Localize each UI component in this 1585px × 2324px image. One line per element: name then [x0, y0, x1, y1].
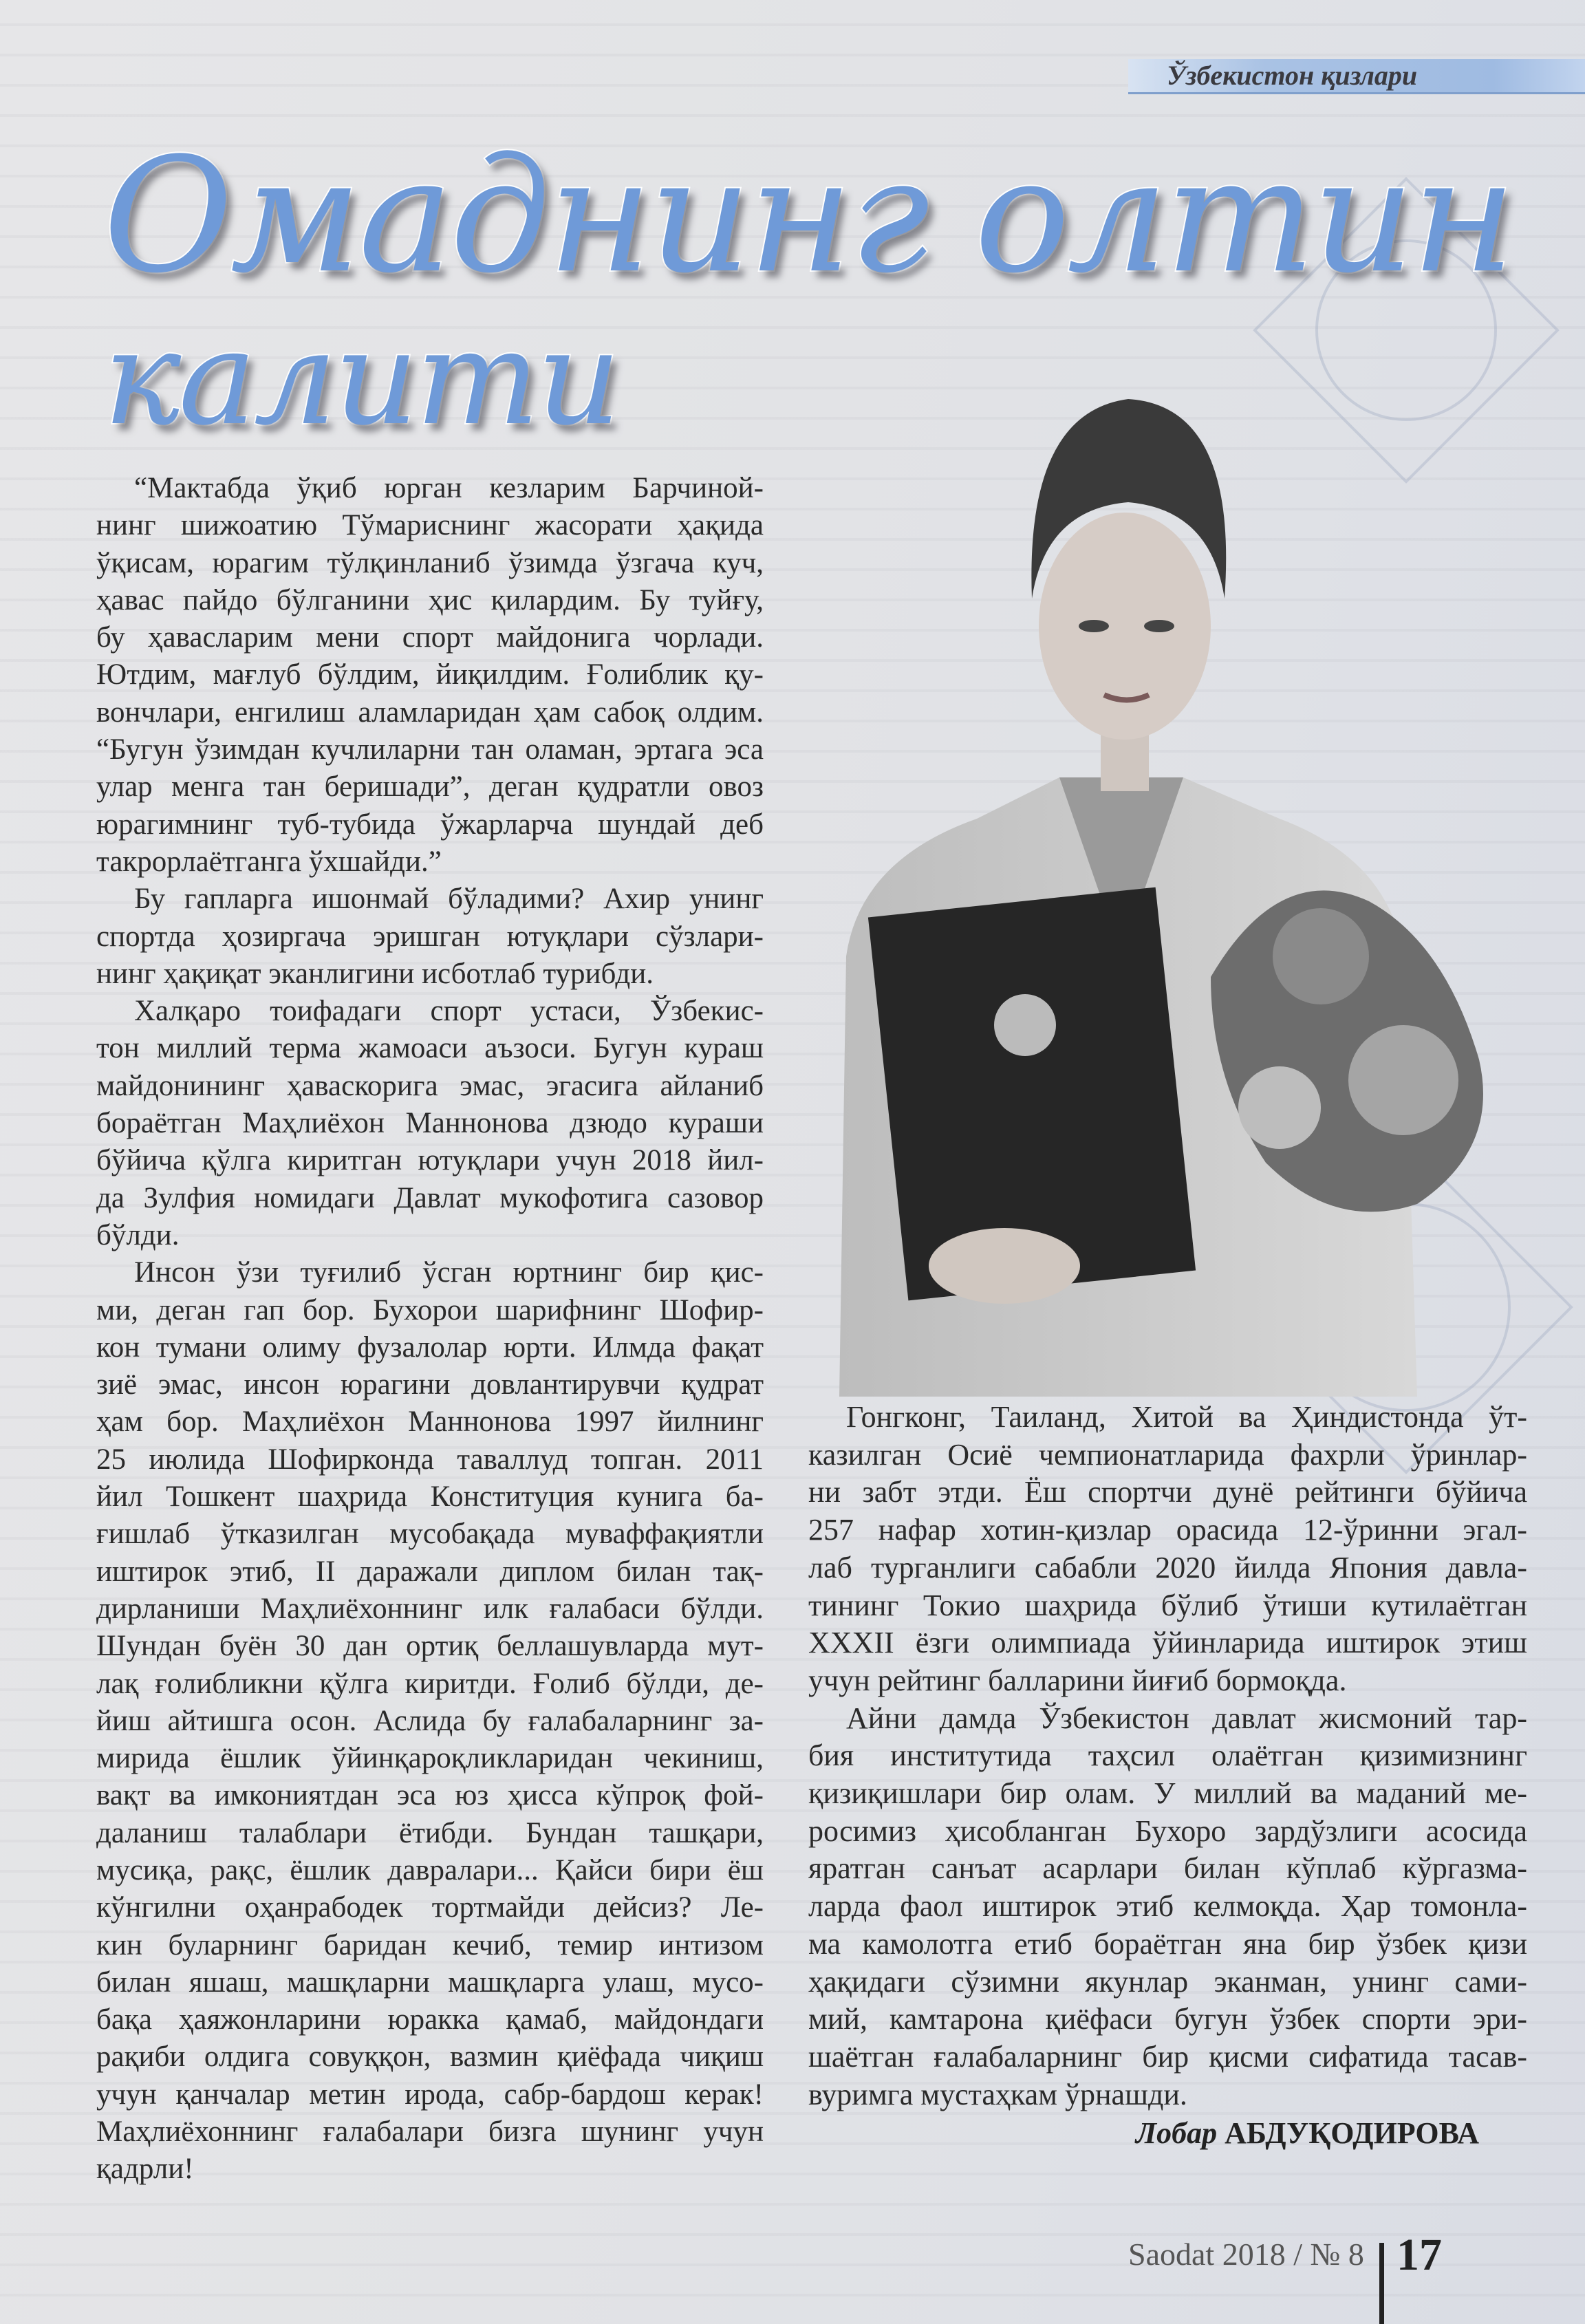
right-column: [808, 1399, 1527, 2113]
author-signature: [1136, 2116, 1479, 2151]
text-line: XXXII ёзги олимпиада ўйинларида иштирок этиш: [808, 1626, 1527, 1660]
text-line: учун рейтинг балларини йиғиб бормоқда.: [808, 1663, 1347, 1697]
text-line: ўқисам, юрагим тўлқинланиб ўзимда ўзгача куч,: [96, 546, 764, 579]
text-line: йил Тошкент шаҳрида Конституция кунига ба-: [96, 1481, 764, 1514]
text-line: яратган санъат асарлари билан кўплаб кўргазма-: [808, 1851, 1527, 1886]
text-line: тон миллий терма жамоаси аъзоси. Бугун кураш: [96, 1032, 764, 1065]
publication-info: Saodat 2018 / № 8: [1128, 2237, 1364, 2272]
text-line: даланиш талаблари ётибди. Бундан ташқари,: [96, 1816, 764, 1849]
text-line: “Мактабда ўқиб юрган кезларим Барчиной-: [134, 472, 764, 504]
text-line: ми, деган гап бор. Бухорои шарифнинг Шофир-: [96, 1293, 764, 1326]
footer-divider: [1379, 2243, 1384, 2324]
text-line: ҳам бор. Маҳлиёхон Маннонова 1997 йилнинг: [96, 1406, 764, 1439]
text-line: Инсон ўзи туғилиб ўсган юртнинг бир қис-: [134, 1256, 764, 1289]
text-line: лаб турганлиги сабабли 2020 йилда Япония давла-: [808, 1550, 1527, 1584]
text-line: билан яшаш, машқларни машқларга улаш, мусо-: [96, 1966, 764, 1999]
text-line: нинг шижоатию Тўмариснинг жасорати ҳақида: [96, 509, 764, 542]
text-line: мий, камтарона қиёфаси бугун ўзбек спорти эри-: [808, 2002, 1527, 2036]
text-line: 257 нафар хотин-қизлар орасида 12-ўринни эгал-: [808, 1513, 1527, 1547]
paragraph: [808, 1700, 1527, 2114]
portrait-photo: [798, 337, 1541, 1397]
text-line: бу ҳавасларим мени спорт майдонига чорлади.: [96, 621, 764, 654]
page-number: 17: [1397, 2230, 1442, 2280]
text-line: такрорлаётганга ўхшайди.”: [96, 845, 442, 878]
text-line: рақиби олдига совуққон, вазмин қиёфада чиқиш: [96, 2041, 764, 2074]
paragraph: [96, 993, 764, 1254]
paragraph: [808, 1399, 1527, 1700]
text-line: зиё эмас, инсон юрагини довлантирувчи қудрат: [96, 1368, 764, 1401]
paragraph: [96, 881, 764, 993]
text-line: учун қанчалар метин ирода, сабр-бардош керак!: [96, 2078, 764, 2111]
text-line: бақа ҳаяжонларини юракка қамаб, майдондаги: [96, 2003, 764, 2036]
text-line: ларда фаол иштирок этиб келмоқда. Ҳар томонла-: [808, 1889, 1527, 1924]
text-line: тининг Токио шаҳрида бўлиб ўтиши кутилаётган: [808, 1588, 1527, 1622]
section-title: Ўзбекистон қизлари: [1167, 60, 1418, 91]
text-line: бораётган Маҳлиёхон Маннонова дзюдо кураши: [96, 1107, 764, 1140]
text-line: да Зулфия номидаги Давлат мукофотига сазовор: [96, 1181, 764, 1214]
text-line: казилган Осиё чемпионатларида фахрли ўринлар-: [808, 1437, 1527, 1472]
author-last-name: АБДУҚОДИРОВА: [1225, 2116, 1479, 2150]
text-line: Ютдим, мағлуб бўлдим, йиқилдим. Ғолиблик қу-: [96, 658, 764, 691]
text-line: ҳавас пайдо бўлганини ҳис қилардим. Бу туйғу,: [96, 583, 764, 616]
left-column: [96, 470, 764, 2188]
text-line: вуримга мустаҳкам ўрнашди.: [808, 2077, 1187, 2111]
text-line: шаётган ғалабаларнинг бир қисми сифатида тасав-: [808, 2039, 1527, 2074]
paragraph: [96, 470, 764, 881]
text-line: Бу гапларга ишонмай бўладими? Ахир унинг: [134, 883, 764, 916]
text-line: кўнгилни оҳанрабодек тортмайди дейсиз? Ле-: [96, 1891, 764, 1924]
text-line: йиш айтишга осон. Аслида бу ғалабаларнинг за-: [96, 1704, 764, 1737]
text-line: ғишлаб ўтказилган мусобақада муваффақиятли: [96, 1518, 764, 1551]
text-line: майдонининг ҳаваскорига эмас, эгасига айланиб: [96, 1069, 764, 1102]
text-line: “Бугун ўзимдан кучлиларни тан оламан, эртага эса: [96, 733, 764, 766]
text-line: мусиқа, рақс, ёшлик давралари... Қайси бири ёш: [96, 1853, 764, 1886]
text-line: Маҳлиёхоннинг ғалабалари бизга шунинг учун: [96, 2116, 764, 2149]
text-line: 25 июлида Шофирконда таваллуд топган. 2011: [96, 1443, 764, 1476]
text-line: Гонгконг, Таиланд, Хитой ва Ҳиндистонда ўт-: [846, 1400, 1527, 1434]
text-line: иштирок этиб, II даражали диплом билан тақ-: [96, 1555, 764, 1588]
text-line: кон тумани олиму фузалолар юрти. Илмда фақат: [96, 1331, 764, 1364]
text-line: Халқаро тоифадаги спорт устаси, Ўзбекис-: [134, 995, 764, 1028]
text-line: бўйича қўлга киритган ютуқлари учун 2018 йил-: [96, 1144, 764, 1177]
text-line: қадрли!: [96, 2153, 194, 2186]
text-line: кин буларнинг баридан кечиб, темир интизом: [96, 1928, 764, 1961]
text-line: вақт ва имкониятдан эса юз ҳисса кўпроқ фой-: [96, 1779, 764, 1812]
text-line: росимиз ҳисобланган Бухоро зардўзлиги асосида: [808, 1814, 1527, 1848]
article-title-line-2: калити: [103, 302, 618, 454]
text-line: бия институтида таҳсил олаётган қизимизнинг: [808, 1739, 1527, 1773]
text-line: юрагимнинг туб-тубида ўжарларча шундай деб: [96, 808, 764, 841]
text-line: нинг ҳақиқат эканлигини исботлаб турибди.: [96, 957, 654, 990]
text-line: дирланиши Маҳлиёхоннинг илк ғалабаси бўлди.: [96, 1592, 764, 1625]
text-line: ма камолотга етиб бораётган яна бир ўзбек қизи: [808, 1926, 1527, 1961]
text-line: Шундан буён 30 дан ортиқ беллашувларда мут-: [96, 1630, 764, 1663]
text-line: бўлди.: [96, 1218, 180, 1251]
text-line: ҳақидаги сўзимни якунлар эканман, унинг сами-: [808, 1964, 1527, 1999]
article-title-line-1: Омаднинг олтин: [103, 125, 1513, 308]
paragraph: [96, 1254, 764, 2188]
text-line: лақ ғолибликни қўлга киритди. Ғолиб бўлди, де-: [96, 1667, 764, 1700]
author-first-name: Лобар: [1135, 2116, 1218, 2150]
section-header: [1128, 59, 1585, 94]
text-line: вончлари, енгилиш аламларидан ҳам сабоқ олдим.: [96, 696, 764, 729]
text-line: ни забт этди. Ёш спортчи дунё рейтинги бўйича: [808, 1475, 1527, 1509]
text-line: спортда ҳозиргача эришган ютуқлари сўзлари-: [96, 920, 764, 953]
text-line: қизиқишлари бир олам. У миллий ва маданий ме-: [808, 1776, 1527, 1811]
text-line: Айни дамда Ўзбекистон давлат жисмоний тар-: [846, 1701, 1527, 1735]
text-line: мирида ёшлик ўйинқароқликларидан чекиниш,: [96, 1742, 764, 1775]
text-line: улар менга тан беришади”, деган қудратли овоз: [96, 771, 764, 804]
